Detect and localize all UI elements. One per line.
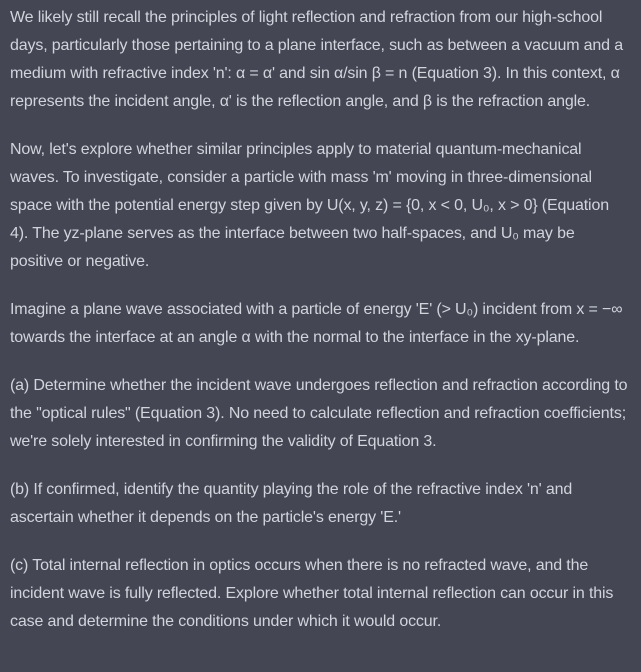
paragraph-plane-wave: Imagine a plane wave associated with a particle of energy 'E' (> U₀) incident from x = −∞ towards the interface at an angle α with the normal to the interface in the xy-plane. (10, 301, 623, 346)
paragraph-optics-intro: We likely still recall the principles of light reflection and refraction from our high-school days, particularly those pertaining to a plane interface, such as between a vacuum and a medium with refractive index 'n': α = α' and sin α/sin β = n (Equation 3). In this context, α represents the incident angle, α' is the reflection angle, and β is the refraction angle. (10, 9, 623, 110)
paragraph-question-b: (b) If confirmed, identify the quantity playing the role of the refractive index 'n' and ascertain whether it depends on the particle's energy 'E.' (10, 481, 573, 526)
paragraph-question-c: (c) Total internal reflection in optics occurs when there is no refracted wave, and the incident wave is fully reflected. Explore whether total internal reflection can occur in this case and determine the conditions under which it would occur. (10, 557, 614, 630)
paragraph-potential-step: Now, let's explore whether similar principles apply to material quantum-mechanical waves. To investigate, consider a particle with mass 'm' moving in three-dimensional space with the potential energy step given by U(x, y, z) = {0, x < 0, U₀, x > 0} (Equation 4). The yz-plane serves as the interface between two half-spaces, and U₀ may be positive or negative. (10, 141, 609, 270)
paragraph-question-a: (a) Determine whether the incident wave undergoes reflection and refraction according to the "optical rules" (Equation 3). No need to calculate reflection and refraction coefficients; we're solely interested in confirming the validity of Equation 3. (10, 377, 628, 450)
